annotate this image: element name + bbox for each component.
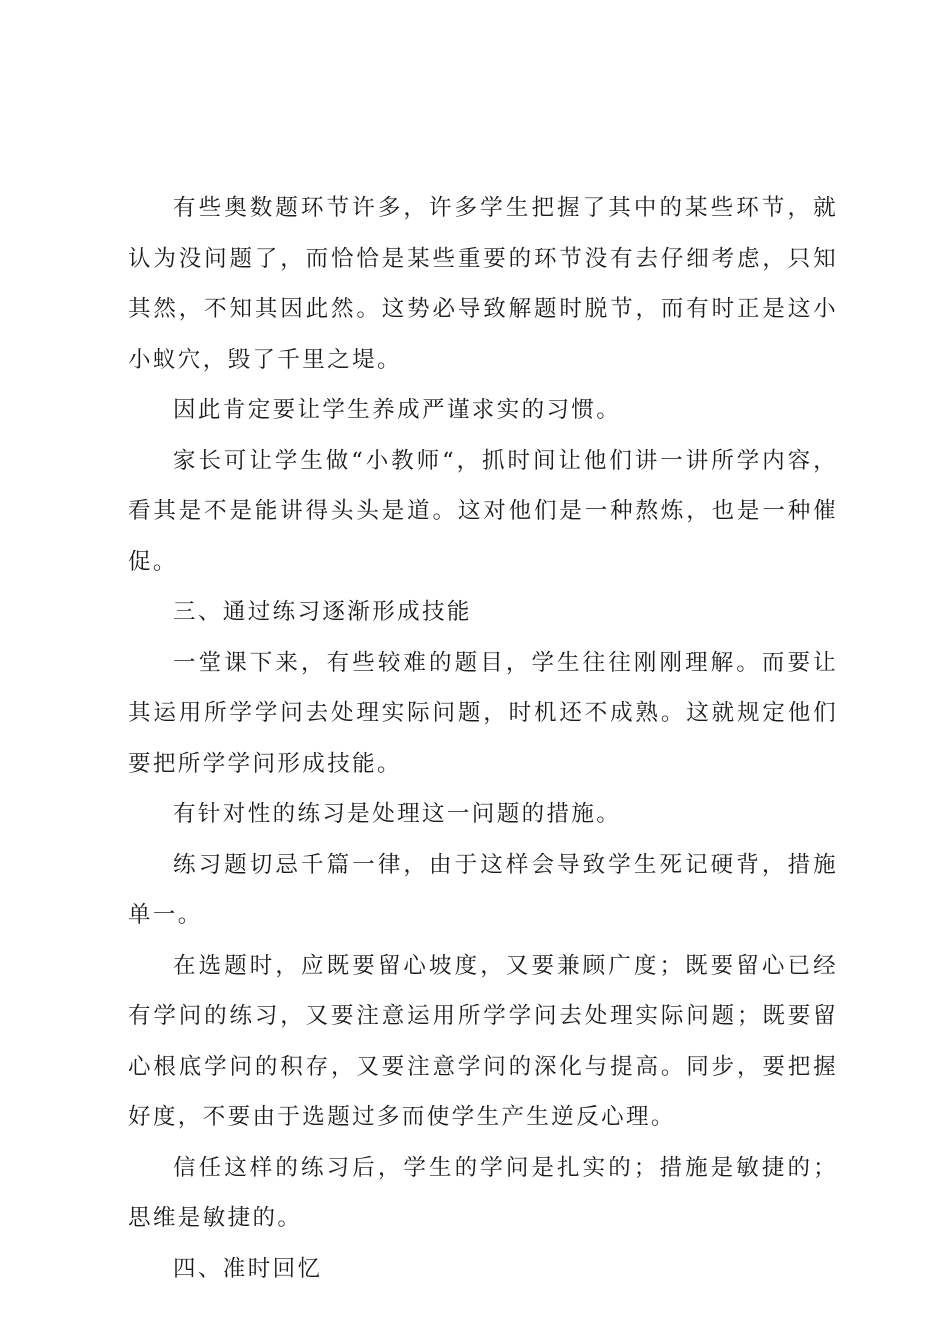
paragraph-9: 信任这样的练习后，学生的学问是扎实的；措施是敏捷的；思维是敏捷的。: [128, 1154, 838, 1231]
section-heading-4: 四、准时回忆: [173, 1255, 323, 1282]
document-body: [128, 183, 838, 1294]
paragraph-2: 因此肯定要让学生养成严谨求实的习惯。: [173, 397, 622, 423]
paragraph-5: 一堂课下来，有些较难的题目，学生往往刚刚理解。而要让其运用所学学问去处理实际问题，时机还不成熟。这就规定他们要把所学学问形成技能。: [128, 649, 838, 777]
paragraph-3: 家长可让学生做“小教师“，抓时间让他们讲一讲所学内容，看其是不是能讲得头头是道。这对他们是一种熬炼，也是一种催促。: [128, 447, 838, 575]
paragraph-1: 有些奥数题环节许多，许多学生把握了其中的某些环节，就认为没问题了，而恰恰是某些重要的环节没有去仔细考虑，只知其然，不知其因此然。这势必导致解题时脱节，而有时正是这小小蚁穴，毁了千里之堤。: [128, 195, 838, 373]
paragraph-8: 在选题时，应既要留心坡度，又要兼顾广度；既要留心已经有学问的练习，又要注意运用所学学问去处理实际问题；既要留心根底学问的积存，又要注意学问的深化与提高。同步，要把握好度，不要由于选题过多而使学生产生逆反心理。: [128, 952, 838, 1130]
paragraph-7: 练习题切忌千篇一律，由于这样会导致学生死记硬背，措施单一。: [128, 851, 838, 928]
paragraph-6: 有针对性的练习是处理这一问题的措施。: [173, 801, 622, 827]
section-heading-3: 三、通过练习逐渐形成技能: [173, 599, 472, 625]
